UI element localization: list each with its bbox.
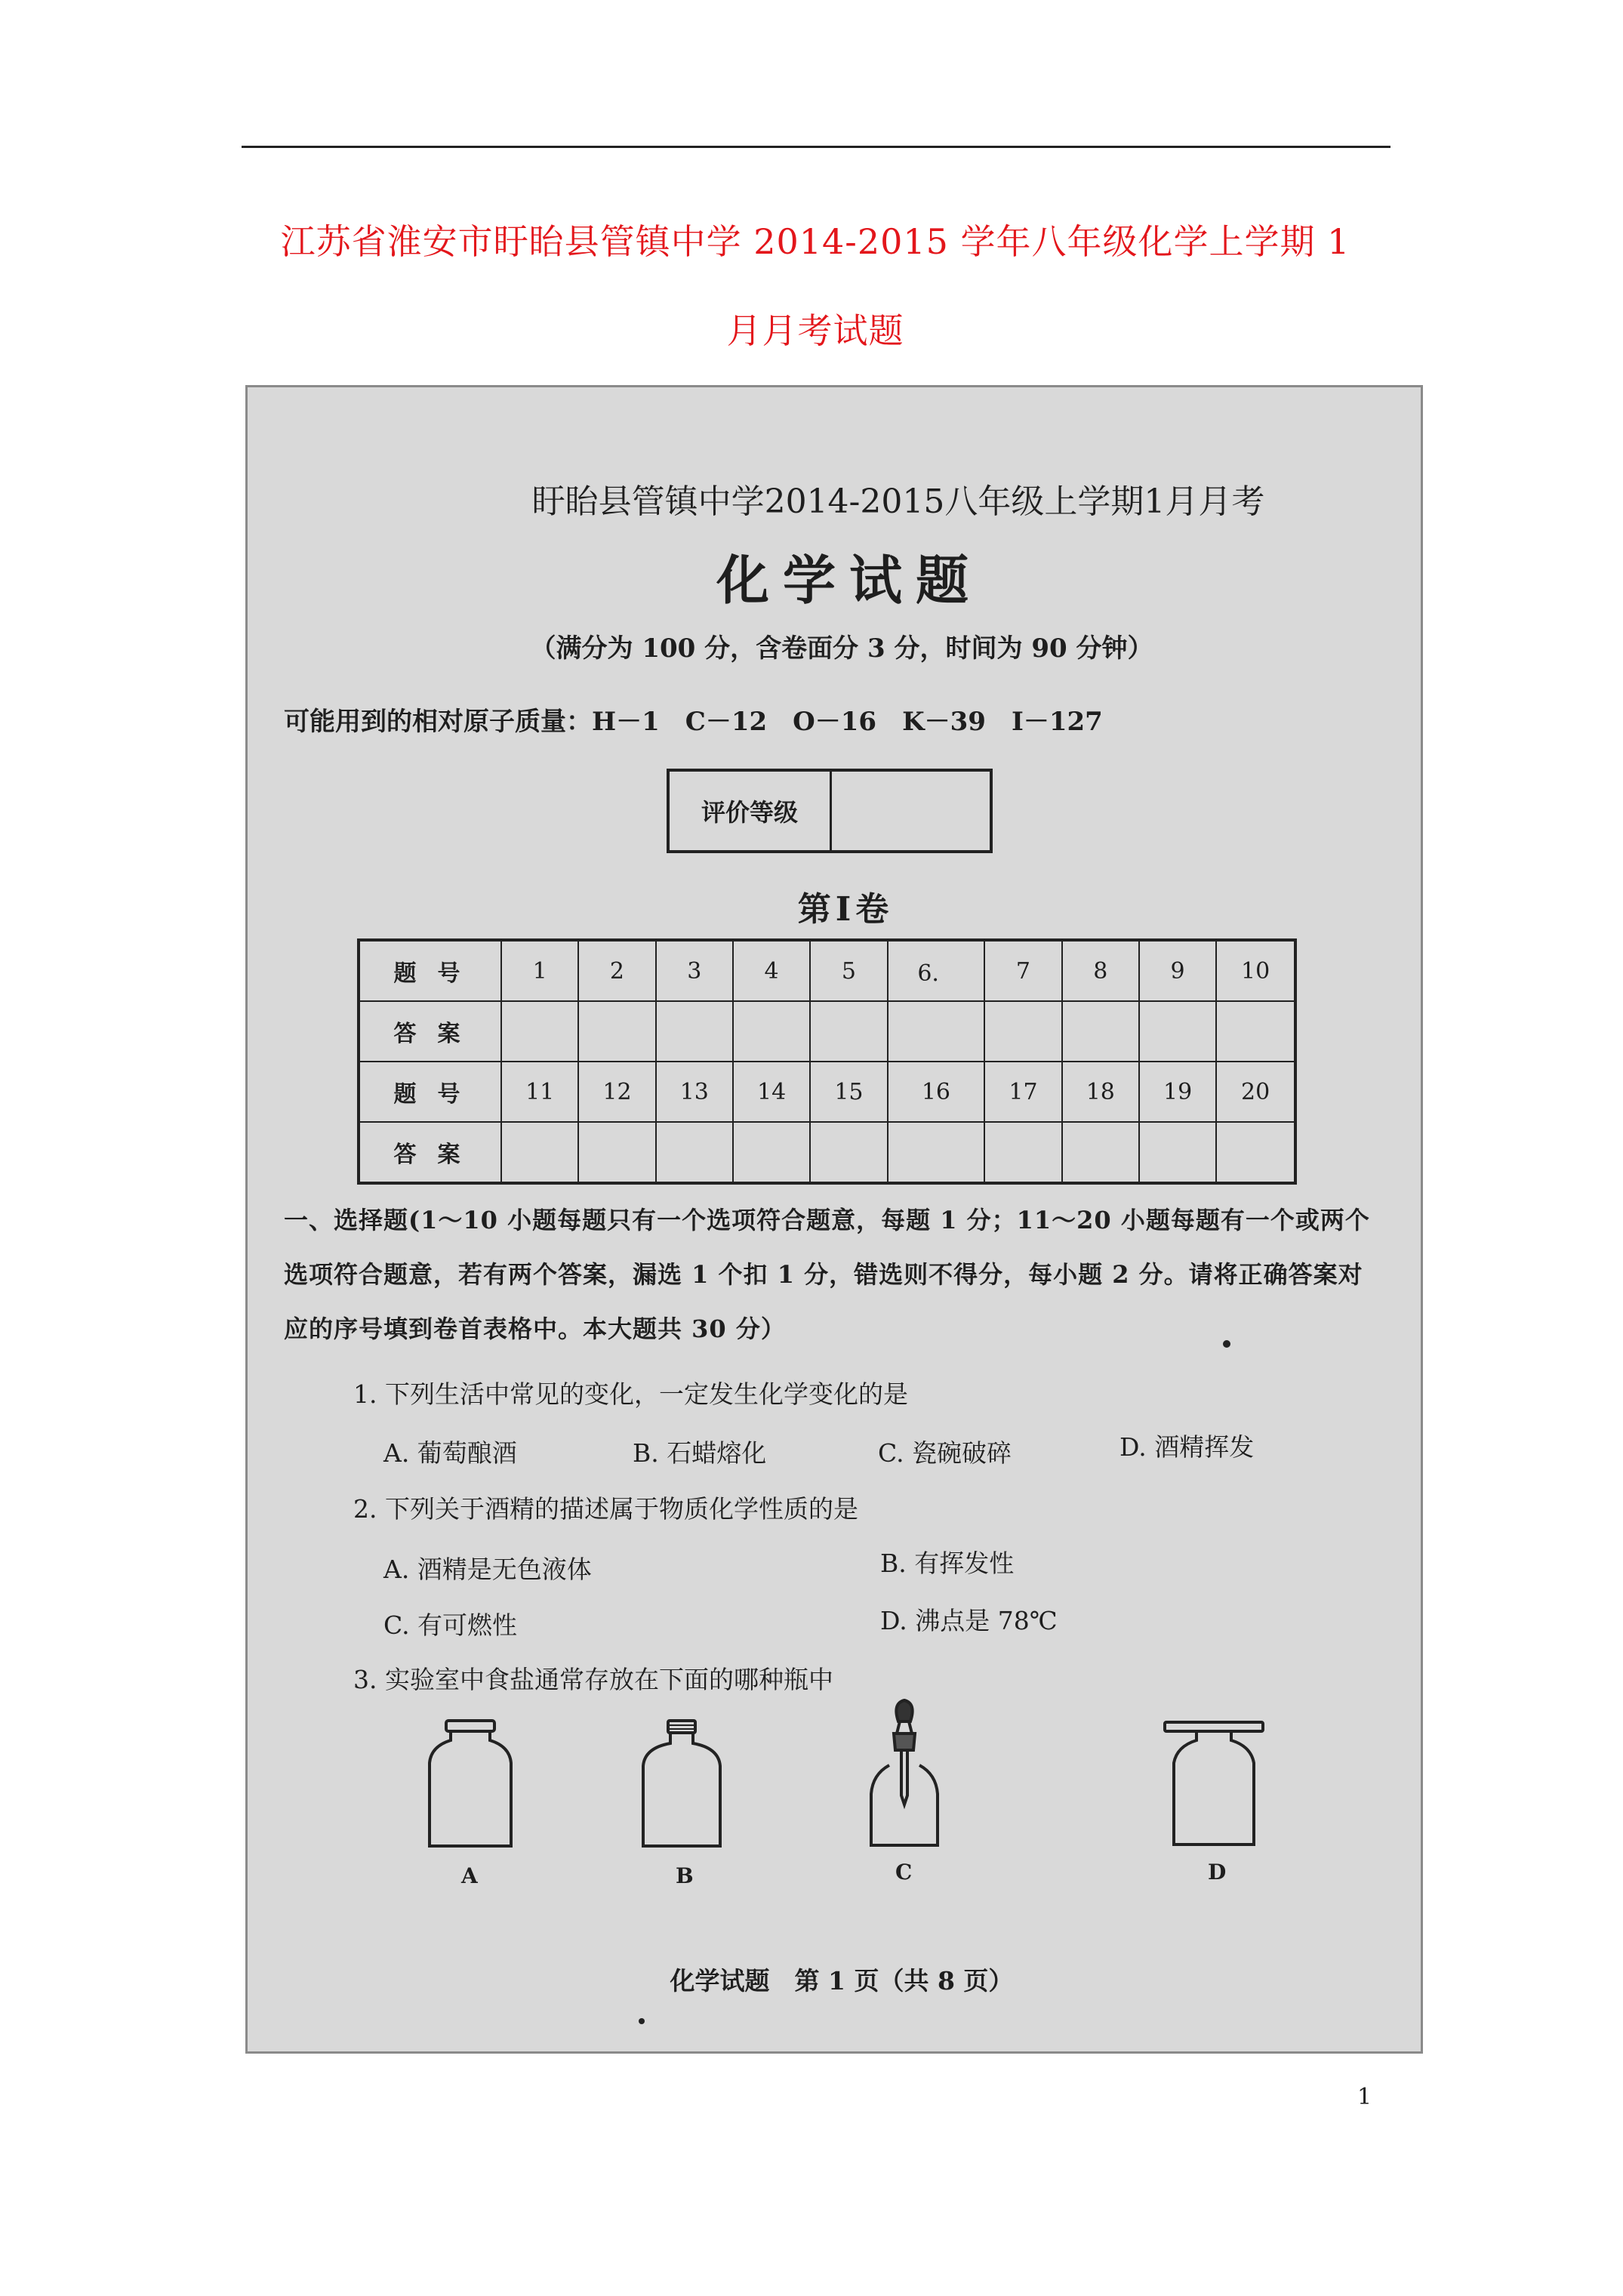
question-number-cell: 3: [656, 940, 733, 1001]
answer-cell[interactable]: [888, 1001, 985, 1062]
answer-cell[interactable]: [656, 1122, 733, 1183]
scanned-exam-page: [245, 385, 1423, 2054]
question-1-option-c: C. 瓷碗破碎: [878, 1438, 1012, 1468]
answer-cell[interactable]: [578, 1001, 655, 1062]
answer-cell[interactable]: [733, 1001, 810, 1062]
question-number-cell: 4: [733, 940, 810, 1001]
question-1-option-d: D. 酒精挥发: [1119, 1432, 1255, 1462]
question-number-cell: 5: [810, 940, 887, 1001]
answer-cell[interactable]: [733, 1122, 810, 1183]
question-number-cell: 15: [810, 1062, 887, 1122]
question-number-cell: 13: [656, 1062, 733, 1122]
question-number-cell: 18: [1062, 1062, 1139, 1122]
row-label: 答案: [359, 1001, 501, 1062]
scan-speck: [1223, 1340, 1230, 1348]
question-number-cell: 11: [501, 1062, 578, 1122]
question-number-cell: 8: [1062, 940, 1139, 1001]
exam-note: （满分为 100 分，含卷面分 3 分，时间为 90 分钟）: [530, 633, 1153, 664]
question-number-cell: 17: [984, 1062, 1061, 1122]
answer-cell[interactable]: [1139, 1001, 1216, 1062]
table-row: [359, 1122, 1295, 1183]
table-row: [359, 1001, 1295, 1062]
question-number-cell: 20: [1216, 1062, 1295, 1122]
narrow-mouth-bottle-icon: [633, 1716, 731, 1860]
stoppered-reagent-bottle-icon: [1157, 1716, 1270, 1856]
table-row: [359, 940, 1295, 1001]
question-number-cell: 7: [984, 940, 1061, 1001]
question-1-option-b: B. 石蜡熔化: [633, 1438, 767, 1468]
section-instructions-line-3: 应的序号填到卷首表格中。本大题共 30 分）: [284, 1314, 786, 1343]
document-title-line-2: 月月考试题: [726, 310, 904, 351]
question-number-cell: 10: [1216, 940, 1295, 1001]
question-2-option-c: C. 有可燃性: [383, 1610, 518, 1640]
question-number-cell: 9: [1139, 940, 1216, 1001]
question-number-cell: 1: [501, 940, 578, 1001]
question-2-option-a: A. 酒精是无色液体: [383, 1555, 592, 1584]
question-number-cell: 12: [578, 1062, 655, 1122]
question-3-stem: 3. 实验室中食盐通常存放在下面的哪种瓶中: [353, 1665, 833, 1694]
bottle-label-c: C: [895, 1860, 913, 1885]
top-rule: [242, 146, 1390, 148]
volume-heading: 第Ⅰ卷: [797, 890, 894, 929]
grade-box-label: 评价等级: [670, 772, 832, 850]
answer-cell[interactable]: [984, 1122, 1061, 1183]
row-label: 题号: [359, 1062, 501, 1122]
answer-table: [357, 938, 1297, 1185]
question-2-stem: 2. 下列关于酒精的描述属于物质化学性质的是: [353, 1494, 858, 1524]
bottle-label-d: D: [1208, 1860, 1227, 1885]
question-number-cell: 6．: [888, 940, 985, 1001]
section-instructions-line-2: 选项符合题意，若有两个答案，漏选 1 个扣 1 分，错选则不得分，每小题 2 分。请将正确答案对: [284, 1260, 1363, 1289]
question-2-option-b: B. 有挥发性: [880, 1549, 1015, 1578]
grade-box: [667, 769, 993, 853]
answer-cell[interactable]: [810, 1122, 887, 1183]
exam-header: 盱眙县管镇中学2014-2015八年级上学期1月月考: [531, 482, 1265, 521]
wide-mouth-bottle-icon: [417, 1716, 523, 1860]
question-2-option-d: D. 沸点是 78℃: [880, 1606, 1058, 1635]
scan-speck: [639, 2018, 645, 2024]
answer-cell[interactable]: [984, 1001, 1061, 1062]
exam-title: 化学试题: [716, 549, 982, 612]
page-number: 1: [1357, 2084, 1372, 2110]
question-number-cell: 14: [733, 1062, 810, 1122]
question-1-option-a: A. 葡萄酿酒: [383, 1438, 517, 1468]
row-label: 题号: [359, 940, 501, 1001]
answer-cell[interactable]: [888, 1122, 985, 1183]
question-1-stem: 1. 下列生活中常见的变化，一定发生化学变化的是: [353, 1379, 908, 1409]
answer-cell[interactable]: [810, 1001, 887, 1062]
exam-page-footer: 化学试题 第 1 页（共 8 页）: [670, 1966, 1014, 1996]
atomic-masses: 可能用到的相对原子质量：H－1 C－12 O－16 K－39 I－127: [284, 707, 1103, 737]
question-number-cell: 16: [888, 1062, 985, 1122]
answer-cell[interactable]: [1062, 1122, 1139, 1183]
answer-cell[interactable]: [501, 1001, 578, 1062]
question-number-cell: 19: [1139, 1062, 1216, 1122]
bottle-label-a: A: [461, 1863, 478, 1888]
row-label: 答案: [359, 1122, 501, 1183]
dropper-bottle-icon: [852, 1697, 957, 1860]
question-number-cell: 2: [578, 940, 655, 1001]
answer-cell[interactable]: [656, 1001, 733, 1062]
answer-cell[interactable]: [1062, 1001, 1139, 1062]
section-instructions-line-1: 一、选择题(1～10 小题每题只有一个选项符合题意，每题 1 分；11～20 小题每题有一个或两个: [284, 1206, 1370, 1234]
answer-cell[interactable]: [1216, 1122, 1295, 1183]
table-row: [359, 1062, 1295, 1122]
answer-cell[interactable]: [578, 1122, 655, 1183]
answer-cell[interactable]: [1216, 1001, 1295, 1062]
answer-cell[interactable]: [501, 1122, 578, 1183]
document-title-line-1: 江苏省淮安市盱眙县管镇中学 2014-2015 学年八年级化学上学期 1: [280, 221, 1350, 262]
bottle-label-b: B: [676, 1863, 694, 1888]
answer-cell[interactable]: [1139, 1122, 1216, 1183]
